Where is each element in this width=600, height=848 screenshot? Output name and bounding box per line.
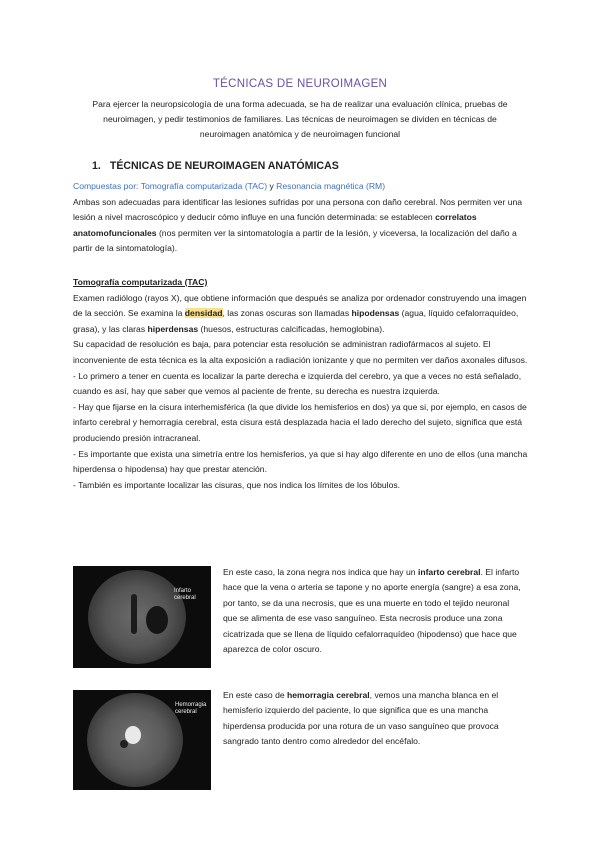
text-run: , las zonas oscuras son llamadas bbox=[222, 308, 352, 319]
text-run: (agua, líquido cefalorraquídeo, grasa), y las claras bbox=[73, 308, 519, 334]
section-title: TÉCNICAS DE NEUROIMAGEN ANATÓMICAS bbox=[109, 160, 339, 172]
bold-term: correlatos anatomofuncionales bbox=[73, 212, 477, 238]
ventricle-mark bbox=[120, 740, 128, 748]
tac-link[interactable]: Tomografía computarizada (TAC) bbox=[140, 181, 268, 191]
brain-slice bbox=[88, 570, 186, 664]
bold-term: hemorragia cerebral bbox=[287, 690, 370, 700]
tac-bullet-4: - También es importante localizar las cisuras, que nos indica los límites de los lóbulos. bbox=[73, 479, 401, 490]
bold-term: hiperdensas bbox=[147, 323, 199, 334]
infarct-label: Infarto cerebral bbox=[174, 588, 196, 601]
document-title: TÉCNICAS DE NEUROIMAGEN bbox=[212, 78, 388, 90]
ct-scan-infarct-image bbox=[73, 566, 211, 668]
tac-bullet-3: - Es importante que exista una simetría entre los hemisferios, ya que si hay algo diferente en uno de ellos (una mancha hiperdensa o hipodensa) hay que prestar atención. bbox=[73, 448, 528, 475]
bold-term: hipodensas bbox=[351, 308, 400, 319]
tac-bullet-2: - Hay que fijarse en la cisura interhemisférica (la que divide los hemisferios en dos) ya que si, por ejemplo, en casos de infarto cerebral y hemorragia cerebral, esta cisura está desplazada hacia el lado derecho del sujeto, significa que está produciendo presión intracraneal. bbox=[73, 401, 527, 443]
bold-term: infarto cerebral bbox=[417, 567, 481, 577]
section-number: 1. bbox=[92, 160, 101, 172]
section-body bbox=[73, 179, 533, 257]
infarct-zone bbox=[146, 606, 168, 634]
hemorrhage-label: Hemorragia cerebral bbox=[175, 702, 207, 715]
and-word: y bbox=[269, 181, 274, 191]
ventricle-mark bbox=[131, 594, 137, 634]
fig2-caption bbox=[223, 688, 523, 750]
highlighted-term: densidad bbox=[184, 308, 223, 319]
tac-paragraph-1 bbox=[73, 291, 533, 338]
tac-bullet-1: - Lo primero a tener en cuenta es localizar la parte derecha e izquierda del cerebro, ya que a veces no está señalado, cuando es así, hay que saber que vemos al paciente de frente, su derecha es nuestra izquierda. bbox=[73, 370, 522, 397]
text-run: Examen radiólogo (rayos X), que obtiene información que después se analiza por ordenador construyendo una imagen de la sección. Se examina la bbox=[73, 292, 527, 319]
tac-section bbox=[73, 275, 533, 493]
fig1-caption bbox=[223, 565, 523, 657]
text-run: En este caso de bbox=[223, 690, 288, 700]
text-run: , vemos una mancha blanca en el hemisferio izquierdo del paciente, lo que significa que es una mancha hiperdensa producida por una rotura de un vaso sanguíneo que provoca sangrado tanto dentro como alrededor del encéfalo. bbox=[223, 690, 499, 747]
rm-link[interactable]: Resonancia magnética (RM) bbox=[276, 181, 386, 191]
tac-paragraph-2: Su capacidad de resolución es baja, para potenciar esta resolución se administran radiofármacos al sujeto. El inconveniente de esta técnica es la alta exposición a radiación ionizante y que no permiten ver daños axonales difusos. bbox=[73, 339, 528, 365]
composed-line bbox=[73, 179, 533, 195]
text-run: Ambas son adecuadas para identificar las lesiones sufridas por una persona con daño cerebral. Nos permiten ver una lesión a nivel macroscópico y deducir cómo influye en una función determinada: se establecen bbox=[73, 196, 523, 223]
section-heading bbox=[92, 160, 339, 172]
intro-paragraph: Para ejercer la neuropsicología de una forma adecuada, se ha de realizar una evaluación clínica, pruebas de neuroimagen, y pedir testimonios de familiares. Las técnicas de neuroimagen se dividen en técnicas de neuroimagen anatómica y de neuroimagen funcional bbox=[92, 99, 508, 139]
composed-prefix: Compuestas por: bbox=[73, 181, 139, 191]
text-run: . El infarto hace que la vena o arteria se tapone y no aporte energía (sangre) a esa zona, por tanto, se da una necrosis, que es una muerte en todo el tejido neuronal que se alimenta de ese vaso sanguíneo. Esta necrosis produce una zona cicatrizada que se llena de líquido cefalorraquídeo (hipodenso) que hace que aparezca de color oscuro. bbox=[223, 567, 521, 655]
text-run: (huesos, estructuras calcificadas, hemoglobina). bbox=[198, 323, 385, 334]
text-run: En este caso, la zona negra nos indica que hay un bbox=[223, 567, 418, 577]
ct-scan-hemorrhage-image bbox=[73, 690, 211, 790]
section-paragraph bbox=[73, 195, 533, 257]
tac-heading: Tomografía computarizada (TAC) bbox=[73, 277, 208, 287]
text-run: (nos permiten ver la sintomatología a partir de la lesión, y viceversa, la localización del daño a partir de la sintomatología). bbox=[73, 227, 517, 254]
